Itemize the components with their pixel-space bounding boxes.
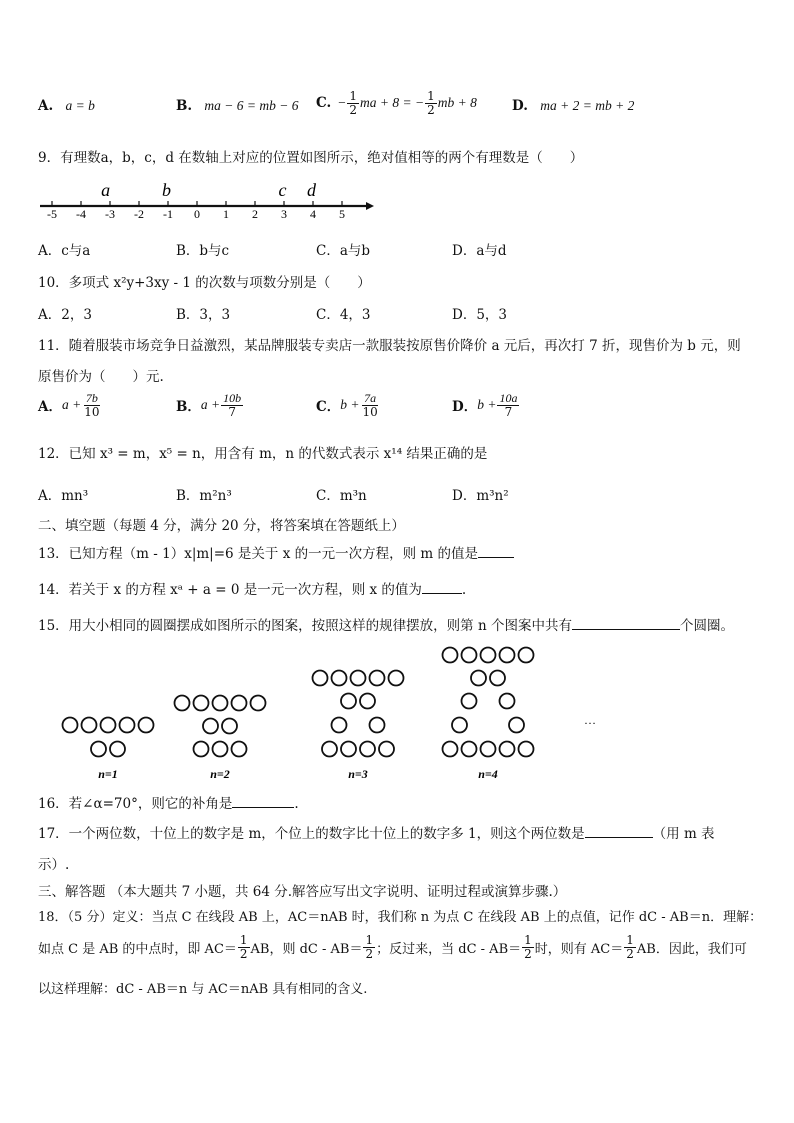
pattern-circle: [322, 742, 337, 757]
pattern-circle: [519, 648, 534, 663]
pattern-circle: [332, 718, 347, 733]
pattern-circle: [462, 742, 477, 757]
fraction: $\frac{10b}{7}$: [223, 391, 242, 419]
q8-option-b: B. ma − 6 = mb − 6: [176, 98, 299, 114]
q11-option-a: A． a + $\frac{7b}{10}$: [38, 391, 100, 419]
point-label-d: d: [307, 180, 317, 200]
q17: 17．一个两位数，十位上的数字是 m，个位上的数字比十位上的数字多 1，则这个两位数是 （用 m 表: [38, 826, 715, 842]
q9-option-c: C．a与b: [316, 243, 371, 259]
pattern-circle: [341, 694, 356, 709]
arrow-head-icon: [366, 202, 374, 210]
pattern-circle: [313, 671, 328, 686]
point-label-a: a: [101, 180, 111, 200]
tick-label: -5: [47, 207, 57, 220]
point-label-b: b: [162, 180, 172, 200]
caption-n1: n=1: [98, 767, 118, 781]
pattern-circle: [462, 694, 477, 709]
pattern-circle: [370, 718, 385, 733]
pattern-circle: [500, 648, 515, 663]
pattern-circle: [481, 648, 496, 663]
q8-option-d: D. ma + 2 = mb + 2: [512, 98, 635, 114]
pattern-circle: [500, 742, 515, 757]
pattern-circle: [120, 718, 135, 733]
caption-n2: n=2: [210, 767, 230, 781]
q12-option-c: C．m³n: [316, 488, 367, 504]
pattern-circle: [82, 718, 97, 733]
tick-label: -4: [76, 207, 86, 220]
q11-stem-line1: 11．随着服装市场竞争日益激烈，某品牌服装专卖店一款服装按原售价降价 a 元后，再次打 7 折，现售价为 b 元，则: [38, 338, 741, 354]
pattern-circle: [443, 648, 458, 663]
q11-option-d: D． b + $\frac{10a}{7}$: [452, 391, 518, 419]
pattern-circle: [452, 718, 467, 733]
q9-option-d: D．a与d: [452, 243, 507, 259]
tick-label: 5: [339, 207, 345, 220]
q16: 16．若∠α=70°，则它的补角是 .: [38, 796, 299, 812]
q13: 13．已知方程（m - 1）x|m|=6 是关于 x 的一元一次方程，则 m 的值是: [38, 542, 514, 562]
number-line: [36, 178, 376, 220]
fraction: $\frac{1}{2}$: [239, 933, 248, 961]
section-heading-fill-in: 二、填空题（每题 4 分，满分 20 分，将答案填在答题纸上）: [38, 518, 405, 534]
q10-option-b: B．3，3: [176, 307, 231, 323]
tick-label: -3: [105, 207, 115, 220]
q9-option-b: B．b与c: [176, 243, 230, 259]
tick-label: 4: [310, 207, 316, 220]
pattern-circle: [481, 742, 496, 757]
tick-label: 3: [281, 207, 287, 220]
q8-option-c: C. − $\frac{1}{2}$ ma + 8 = − $\frac{1}{2}$ mb + 8: [316, 89, 477, 117]
pattern-circle: [462, 648, 477, 663]
pattern-circle: [213, 696, 228, 711]
answer-blank: [232, 807, 294, 808]
fraction: $\frac{1}{2}$: [524, 933, 532, 961]
pattern-circle: [389, 671, 404, 686]
fraction: $\frac{1}{2}$: [365, 933, 374, 961]
pattern-circle: [110, 742, 125, 757]
pattern-circle: [175, 696, 190, 711]
answer-blank: [422, 593, 462, 594]
pattern-circle: [379, 742, 394, 757]
pattern-circle: [443, 742, 458, 757]
ellipsis: …: [584, 713, 596, 727]
q12-option-a: A．mn³: [38, 488, 89, 504]
q18-line2: 如点 C 是 AB 的中点时，即 AC＝ $\frac{1}{2}$ AB，则 dC - AB＝ $\frac{1}{2}$ ；反过来，当 dC - AB＝ $\frac{1}{2}$ 时，则有 AC＝ $\frac{1}{2}$ AB．因此，我们可: [38, 933, 747, 961]
tick-label: 1: [223, 207, 229, 220]
pattern-circle: [360, 694, 375, 709]
q10-option-d: D．5，3: [452, 307, 508, 323]
fraction: $\frac{10a}{7}$: [499, 391, 518, 419]
q12-stem: 12．已知 x³ = m，x⁵ = n，用含有 m，n 的代数式表示 x¹⁴ 结果正确的是: [38, 446, 488, 462]
tick-label: -2: [134, 207, 144, 220]
pattern-circle: [471, 671, 486, 686]
pattern-circle: [509, 718, 524, 733]
tick-label: 2: [252, 207, 258, 220]
pattern-circle: [232, 696, 247, 711]
pattern-circle: [370, 671, 385, 686]
q11-stem-line2: 原售价为（ ）元.: [38, 369, 164, 385]
fraction: $\frac{1}{2}$: [427, 89, 435, 117]
answer-blank: [478, 557, 514, 558]
pattern-circle: [222, 719, 237, 734]
pattern-circle: [139, 718, 154, 733]
q12-option-b: B．m²n³: [176, 488, 232, 504]
circle-pattern-figure: [30, 638, 620, 788]
q11-option-c: C． b + $\frac{7a}{10}$: [316, 391, 378, 419]
section-heading-solutions: 三、解答题 （本大题共 7 小题，共 64 分.解答应写出文字说明、证明过程或演算步骤.）: [38, 884, 567, 900]
q18-line1: 18．（5 分）定义：当点 C 在线段 AB 上，AC＝nAB 时，我们称 n 为点 C 在线段 AB 上的点值，记作 dC - AB＝n．理解：: [38, 910, 763, 925]
pattern-circle: [63, 718, 78, 733]
pattern-circle: [101, 718, 116, 733]
answer-blank: [585, 837, 653, 838]
caption-n3: n=3: [348, 767, 368, 781]
q11-option-b: B． a + $\frac{10b}{7}$: [176, 391, 242, 419]
pattern-circle: [332, 671, 347, 686]
tick-label: 0: [194, 207, 200, 220]
pattern-circle: [351, 671, 366, 686]
pattern-circle: [490, 671, 505, 686]
tick-label: -1: [163, 207, 173, 220]
pattern-circle: [194, 742, 209, 757]
pattern-circle: [360, 742, 375, 757]
fraction: $\frac{1}{2}$: [626, 933, 634, 961]
pattern-circle: [500, 694, 515, 709]
pattern-circle: [203, 719, 218, 734]
pattern-circle: [251, 696, 266, 711]
q10-option-a: A．2，3: [38, 307, 92, 323]
q9-option-a: A．c与a: [38, 243, 91, 259]
point-label-c: c: [278, 180, 287, 200]
q8-option-a: A. a = b: [38, 98, 95, 114]
q12-option-d: D．m³n²: [452, 488, 509, 504]
pattern-circle: [213, 742, 228, 757]
q10-stem: 10．多项式 x²y+3xy - 1 的次数与项数分别是（ ）: [38, 275, 371, 291]
q14: 14．若关于 x 的方程 xᵃ + a = 0 是一元一次方程，则 x 的值为 .: [38, 582, 467, 598]
q18-line3: 以这样理解：dC - AB＝n 与 AC＝nAB 具有相同的含义.: [38, 982, 368, 997]
pattern-circle: [194, 696, 209, 711]
pattern-circle: [232, 742, 247, 757]
q9-stem: 9．有理数a，b，c，d 在数轴上对应的位置如图所示，绝对值相等的两个有理数是（ ）: [38, 150, 584, 166]
pattern-circle: [519, 742, 534, 757]
q17-line2: 示）.: [38, 857, 70, 873]
fraction: $\frac{7b}{10}$: [84, 391, 100, 419]
fraction: $\frac{7a}{10}$: [362, 391, 378, 419]
q10-option-c: C．4，3: [316, 307, 371, 323]
pattern-circle: [341, 742, 356, 757]
fraction: $\frac{1}{2}$: [349, 89, 357, 117]
answer-blank: [572, 629, 680, 630]
caption-n4: n=4: [478, 767, 498, 781]
pattern-circle: [91, 742, 106, 757]
q15: 15．用大小相同的圆圈摆成如图所示的图案，按照这样的规律摆放，则第 n 个图案中共有 个圆圈。: [38, 618, 734, 634]
